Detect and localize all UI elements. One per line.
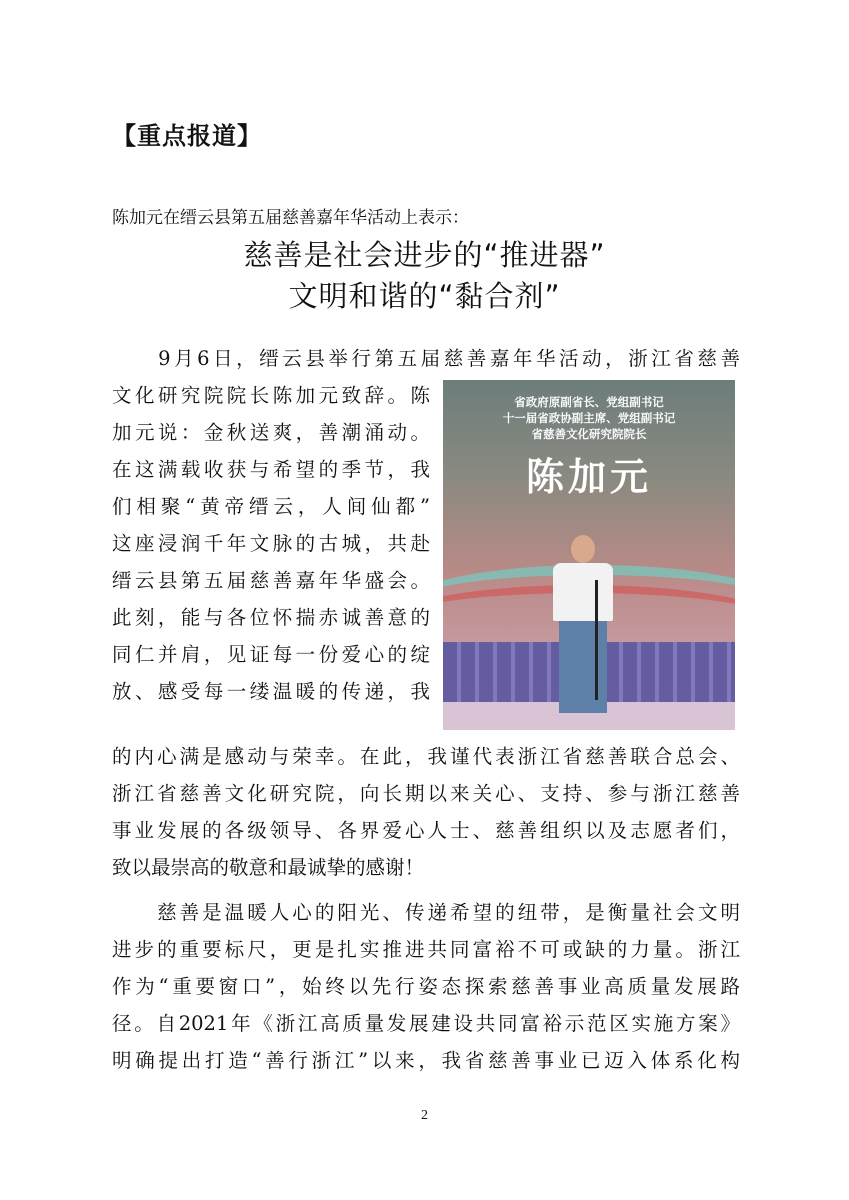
headline-line-1: 慈善是社会进步的“推进器”	[243, 238, 606, 272]
photo-caption-line-3: 省慈善文化研究院院长	[531, 427, 647, 441]
section-title: 【重点报道】	[112, 122, 262, 150]
body-line: 同仁并肩，见证每一份爱心的绽	[112, 643, 430, 666]
body-line: 此刻，能与各位怀揣赤诚善意的	[112, 606, 430, 629]
body-line: 作为“重要窗口”，始终以先行姿态探索慈善事业高质量发展路	[112, 975, 740, 998]
body-line: 事业发展的各级领导、各界爱心人士、慈善组织以及志愿者们，	[112, 819, 740, 842]
body-line: 加元说：金秋送爽，善潮涌动。	[112, 421, 430, 444]
body-line: 文化研究院院长陈加元致辞。陈	[112, 384, 430, 407]
photo-caption-line-2: 十一届省政协副主席、党组副书记	[502, 411, 676, 425]
body-line: 明确提出打造“善行浙江”以来，我省慈善事业已迈入体系化构	[112, 1049, 740, 1072]
headline-line-2: 文明和谐的“黏合剂”	[288, 279, 561, 313]
body-line: 浙江省慈善文化研究院，向长期以来关心、支持、参与浙江慈善	[112, 782, 740, 805]
photo-caption-line-1: 省政府原副省长、党组副书记	[514, 395, 664, 409]
body-line: 们相聚“黄帝缙云，人间仙都”	[112, 495, 430, 518]
speaker-photo	[443, 380, 735, 730]
body-line: 径。自2021年《浙江高质量发展建设共同富裕示范区实施方案》	[112, 1012, 740, 1035]
microphone-stand	[595, 580, 598, 700]
speaker-figure	[543, 535, 623, 720]
body-line: 进步的重要标尺，更是扎实推进共同富裕不可或缺的力量。浙江	[112, 938, 740, 961]
speaker-shirt	[553, 563, 613, 621]
body-line: 的内心满是感动与荣幸。在此，我谨代表浙江省慈善联合总会、	[112, 745, 740, 768]
body-line: 9月6日，缙云县举行第五届慈善嘉年华活动，浙江省慈善	[112, 347, 740, 370]
body-line: 放、感受每一缕温暖的传递，我	[112, 680, 430, 703]
body-line: 这座浸润千年文脉的古城，共赴	[112, 532, 430, 555]
body-line: 在这满载收获与希望的季节，我	[112, 458, 430, 481]
speaker-trousers	[559, 621, 607, 713]
body-line: 慈善是温暖人心的阳光、传递希望的纽带，是衡量社会文明	[112, 901, 740, 924]
photo-speaker-name: 陈加元	[525, 455, 652, 499]
body-line: 致以最崇高的敬意和最诚挚的感谢！	[112, 856, 425, 879]
body-line: 缙云县第五届慈善嘉年华盛会。	[112, 569, 430, 592]
speaker-head	[571, 535, 595, 563]
kicker-line: 陈加元在缙云县第五届慈善嘉年华活动上表示：	[112, 208, 469, 228]
page-number: 2	[421, 1108, 428, 1123]
